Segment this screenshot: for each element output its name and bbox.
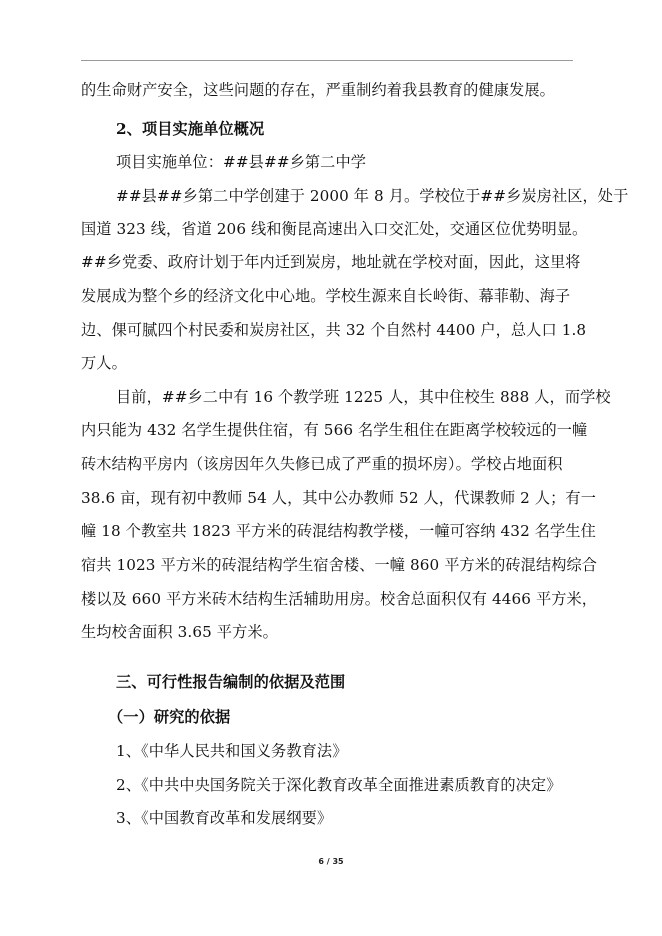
paragraph-line-8: 边、倮可腻四个村民委和炭房社区，共 32 个自然村 4400 户，总人口 1.8 [81, 321, 587, 339]
paragraph-line-6: ##乡党委、政府计划于年内迁到炭房，地址就在学校对面，因此，这里将 [81, 253, 581, 271]
paragraph-line-14: 幢 18 个教室共 1823 平方米的砖混结构教学楼，一幢可容纳 432 名学生住 [81, 522, 596, 540]
page-number: 6 / 35 [318, 857, 344, 866]
paragraph-line-11: 内只能为 432 名学生提供住宿，有 566 名学生租住在距离学校较远的一幢 [81, 421, 588, 439]
paragraph-line-17: 生均校舍面积 3.65 平方米。 [81, 623, 278, 641]
paragraph-line-7: 发展成为整个乡的经济文化中心地。学校生源来自长岭街、幕菲勒、海子 [81, 287, 571, 305]
paragraph-line-13: 38.6 亩，现有初中教师 54 人，其中公办教师 52 人，代课教师 2 人；有一 [81, 489, 596, 507]
subsection-heading-research-basis: （一）研究的依据 [108, 708, 231, 726]
section-heading-project-unit: 2、项目实施单位概况 [116, 120, 265, 138]
paragraph-line-5: 国道 323 线，省道 206 线和衡昆高速出入口交汇处，交通区位优势明显。 [81, 220, 588, 238]
section-heading-basis-scope: 三、可行性报告编制的依据及范围 [116, 673, 346, 691]
paragraph-line-4: ##县##乡第二中学创建于 2000 年 8 月。学校位于##乡炭房社区，处于 [116, 187, 629, 205]
list-item-1: 1、《中华人民共和国义务教育法》 [116, 742, 348, 760]
list-item-2: 2、《中共中央国务院关于深化教育改革全面推进素质教育的决定》 [116, 776, 562, 794]
paragraph-line-16: 楼以及 660 平方米砖木结构生活辅助用房。校舍总面积仅有 4466 平方米， [81, 590, 598, 608]
header-rule [81, 60, 573, 61]
paragraph-line-3: 项目实施单位：##县##乡第二中学 [116, 153, 367, 171]
paragraph-line-15: 宿共 1023 平方米的砖混结构学生宿舍楼、一幢 860 平方米的砖混结构综合 [81, 556, 598, 574]
paragraph-line-9: 万人。 [81, 354, 127, 372]
paragraph-line-10: 目前，##乡二中有 16 个教学班 1225 人，其中住校生 888 人，而学校 [116, 388, 611, 406]
paragraph-line-12: 砖木结构平房内（该房因年久失修已成了严重的损坏房）。学校占地面积 [81, 455, 563, 473]
paragraph-line-1: 的生命财产安全，这些问题的存在，严重制约着我县教育的健康发展。 [81, 81, 555, 99]
list-item-3: 3、《中国教育改革和发展纲要》 [116, 809, 333, 827]
